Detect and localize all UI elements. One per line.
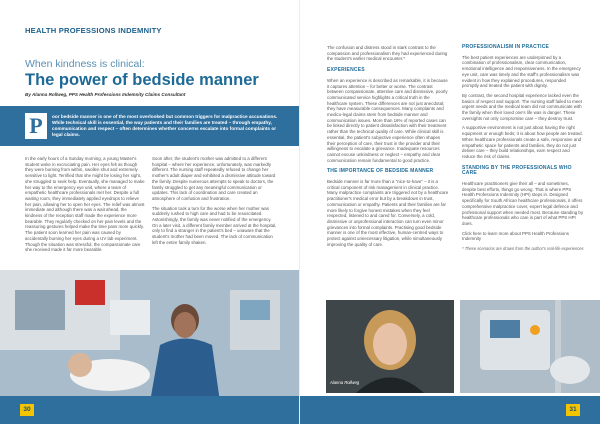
section-heading: HEALTH PROFESSIONS INDEMNITY	[25, 26, 162, 35]
subheading-importance: THE IMPORTANCE OF BEDSIDE MANNER	[327, 168, 434, 175]
page-number: 31	[566, 404, 580, 416]
body-column-1	[25, 156, 145, 257]
paragraph: By contrast, the second hospital experience lacked even the basics of respect and support. The nursing staff failed to meet urgent needs and the medical team did not communicate with the family when their loved one's life was in danger. These oversights not only compromise care – they destroy trust.	[462, 92, 582, 121]
subheading-experiences: EXPERIENCES	[327, 67, 365, 74]
subheading-professionalism: PROFESSIONALISM IN PRACTICE	[462, 44, 550, 50]
paragraph: Soon after, the student's mother was admitted to a different hospital – where her experience, unfortunately, was markedly different. The nursing staff repeatedly refused to change her mother's adult diaper and exhibited a dismissive attitude toward the family. Despite numerous attempts to speak to doctors, the family struggled to get any meaningful communication or updates. This lack of coordination and care created an atmosphere of confusion and frustration.	[152, 156, 276, 201]
learn-more-link[interactable]: Click here to learn more about PPS Health Professions Indemnity	[462, 230, 569, 242]
byline: By Alanna Rollweg, PPS Health Professions Indemnity Claims Consultant	[25, 92, 186, 97]
photo-caption: Alanna Rollweg	[330, 380, 360, 385]
right-column-1	[327, 45, 449, 252]
body-column-2	[152, 156, 277, 250]
lead-paragraph: oor bedside manner is one of the most overlooked but common triggers for malpractice accusations. While technical skill is essential, the way patients and their families are treated – through empathy, communication and respect – often determines whether concerns escalate into formal complaints or legal claims.	[52, 114, 278, 138]
nurse-patient-photo	[0, 270, 300, 402]
iv-pump-illustration	[460, 300, 600, 393]
medical-equipment-photo	[460, 300, 600, 393]
paragraph: Healthcare practitioners give their all – and sometimes, despite best efforts, things go wrong. That is where PPS Health Professions Indemnity (HPI) steps in. Designed specifically for South African healthcare professionals, it offers comprehensive malpractice cover, expert legal defence and professional support when needed most. Because standing by healthcare professionals who care is part of what PPS HPI does.	[462, 181, 584, 226]
footer-band	[0, 396, 300, 424]
footnote: * These scenarios are drawn from the author's real-life experiences	[462, 246, 584, 252]
nurse-patient-illustration	[0, 270, 300, 402]
paragraph: The confusion and distress stood in stark contrast to the compassion and professionalism they had experienced during the student's earlier medical encounter.*	[327, 45, 448, 62]
paragraph: The situation took a turn for the worse when her mother was suddenly rushed to high care and had to be resuscitated. Astonishingly, the family was never notified of the emergency. On a later visit, a different family member arrived at the hospital, only to find a stranger in the patient's bed – unaware that the student's mother had been moved. The lack of communication left the entire family shaken.	[152, 205, 277, 245]
paragraph: Bedside manner is far more than a "nice-to-have" – it is a critical component of risk management in clinical practice. Many malpractice complaints are triggered not by a healthcare practitioner's medical error but by a breakdown in trust, communication or empathy. Patients and their families are far more likely to forgive honest mistakes when they feel respected, listened to and cared for. Conversely, a cold, dismissive or unprofessional interaction can turn even minor grievances into formal complaints. Practising good bedside manner is one of the most effective, human-centred ways to protect against unnecessary litigation, while simultaneously improving the quality of care.	[327, 179, 449, 247]
author-photo	[326, 300, 454, 393]
paragraph: When an experience is described as remarkable, it is because it captures attention – for better or worse. The contrast between compassionate, attentive care and dismissive, poorly communicated service highlights a critical truth in the healthcare system. These differences are not just anecdotal; they have measurable consequences. Many complaints and medico-legal claims stem from bedside manner and communication issues. More than 16% of reported cases can be linked directly to patient dissatisfaction with their treatment rather than the technical quality of care. While clinical skill is essential, the patient's subjective experience often shapes their perception of care, their trust in the provider and their willingness to escalate a grievance. Inadequate resources cannot excuse unkindness or neglect – empathy and clear communication remain fundamental to good practice.	[327, 77, 448, 163]
right-column-2	[462, 45, 584, 256]
drop-cap: P	[25, 113, 47, 139]
footer-band	[300, 396, 600, 424]
subheading-standing: STANDING BY THE PROFESSIONALS WHO CARE	[462, 164, 572, 177]
page-title: The power of bedside manner	[25, 71, 259, 89]
headline-kicker: When kindness is clinical:	[25, 58, 145, 70]
paragraph: The best patient experiences are underpinned by a combination of professionalism, clear communication, emotional intelligence and responsiveness. In the emergency eye unit, care was timely and the staff's professionalism was evident in how they explained procedures, responded promptly and treated the patient with dignity.	[462, 54, 581, 89]
page-number: 30	[20, 404, 34, 416]
paragraph: A supportive environment is not just about having the right equipment or enough beds; it is about how people are treated. When healthcare professionals create a safe, responsive and empathetic space for patients and families, they do not just deliver care – they build relationships, earn respect and reduce the risk of claims.	[462, 125, 583, 159]
paragraph: In the early hours of a Sunday morning, a young Master's student woke in excruciating pain. Her eyes felt as though they were burning from within, swollen shut and extremely sensitive to light. Terrified that she might be losing her sight, she struggled to seek help. Eventually, she managed to make her way to the emergency eye unit, where a team of empathetic healthcare professionals met her. Despite a full waiting room, they immediately applied eyedrops to relieve her pain, allowing her to open her eyes. The relief was almost immediate and although there was a wait ahead, the kindness of the reception staff made the experience more bearable. They regularly checked on her pain levels and the reassuring gestures helped make the time pass more quickly. The patient soon learned her pain was caused by accidentally burning her eyes during a UV lab experiment. Though the situation was stressful, the compassionate care she received made it far more bearable.	[25, 156, 145, 253]
